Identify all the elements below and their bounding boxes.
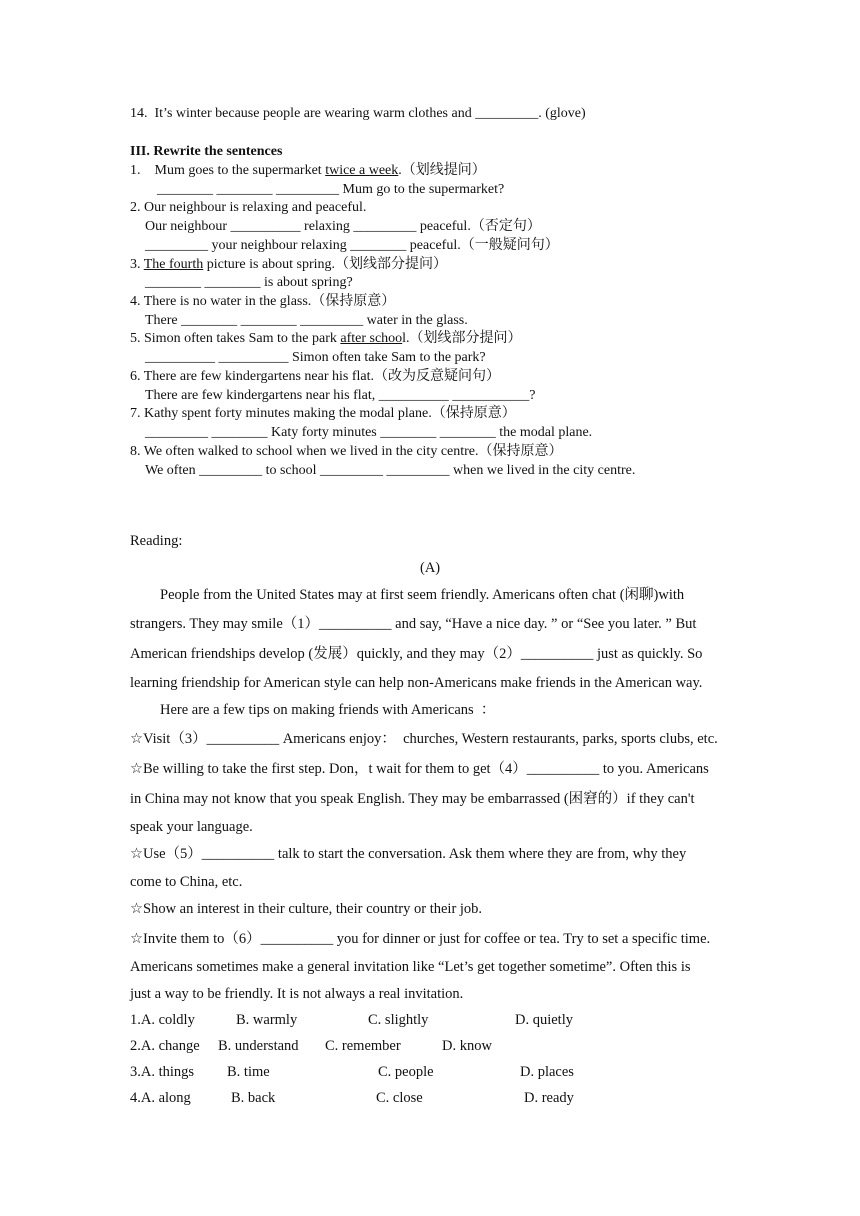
passage-label: (A) — [420, 560, 441, 576]
option-1b: B. warmly — [236, 1012, 298, 1028]
rewrite-1-answer: ________ ________ _________ Mum go to the supermarket? — [157, 182, 505, 197]
option-2b: B. understand — [218, 1038, 299, 1054]
option-1c: C. slightly — [368, 1012, 429, 1028]
rewrite-5-underlined: after schoo — [340, 331, 403, 346]
option-3d: D. places — [520, 1064, 574, 1080]
passage-line: speak your language. — [130, 819, 253, 835]
option-4b: B. back — [231, 1090, 276, 1106]
reading-label: Reading: — [130, 533, 183, 549]
rewrite-2: 2. Our neighbour is relaxing and peaceful. — [130, 200, 367, 215]
rewrite-8-answer: We often _________ to school _________ _________ when we lived in the city centre. — [145, 463, 636, 478]
rewrite-3-text: picture is about spring.（划线部分提问） — [203, 257, 448, 272]
passage-tip: ☆Use（5）__________ talk to start the conversation. Ask them where they are from, why they — [130, 846, 687, 862]
passage-tip: ☆Invite them to（6）__________ you for dinner or just for coffee or tea. Try to set a specific time. — [130, 931, 711, 947]
passage-line: People from the United States may at first seem friendly. Americans often chat (闲聊)with — [160, 587, 685, 603]
option-2d: D. know — [442, 1038, 492, 1054]
rewrite-6: 6. There are few kindergartens near his flat.（改为反意疑问句） — [130, 369, 500, 384]
passage-line: in China may not know that you speak English. They may be embarrassed (困窘的）if they can't — [130, 791, 695, 807]
rewrite-7: 7. Kathy spent forty minutes making the modal plane.（保持原意） — [130, 406, 516, 421]
rewrite-5 — [130, 330, 522, 348]
passage-line: Americans sometimes make a general invitation like “Let’s get together sometime”. Often this is — [130, 959, 691, 975]
question-14: 14. It’s winter because people are wearing warm clothes and _________. (glove) — [130, 106, 586, 121]
option-1d: D. quietly — [515, 1012, 573, 1028]
option-4a: 4.A. along — [130, 1090, 191, 1106]
rewrite-7-answer: _________ ________ Katy forty minutes ________ ________ the modal plane. — [145, 425, 593, 440]
option-4c: C. close — [376, 1090, 423, 1106]
rewrite-5-text: 5. Simon often takes Sam to the park — [130, 331, 341, 346]
rewrite-1-underlined: twice a week — [325, 163, 399, 178]
rewrite-8: 8. We often walked to school when we lived in the city centre.（保持原意） — [130, 444, 563, 459]
rewrite-1 — [130, 162, 486, 180]
passage-line: learning friendship for American style can help non-Americans make friends in the American way. — [130, 675, 703, 691]
option-3a: 3.A. things — [130, 1064, 195, 1080]
passage-line: Here are a few tips on making friends with Americans ： — [160, 702, 496, 718]
rewrite-6-answer: There are few kindergartens near his flat, __________ ___________? — [145, 388, 536, 403]
rewrite-5-answer: __________ __________ Simon often take Sam to the park? — [145, 350, 486, 365]
passage-line: come to China, etc. — [130, 874, 243, 890]
rewrite-1-text: 1. Mum goes to the supermarket — [130, 163, 326, 178]
passage-line: strangers. They may smile（1）__________ and say, “Have a nice day. ” or “See you later. ” But — [130, 616, 697, 632]
option-3c: C. people — [378, 1064, 434, 1080]
rewrite-3-number: 3. — [130, 257, 144, 272]
option-3b: B. time — [227, 1064, 270, 1080]
passage-line: American friendships develop (发展）quickly, and they may（2）__________ just as quickly. So — [130, 646, 703, 662]
passage-tip: ☆Visit（3）__________ Americans enjoy： churches, Western restaurants, parks, sports clubs, etc. — [130, 731, 718, 747]
section-title-rewrite: III. Rewrite the sentences — [130, 144, 283, 159]
rewrite-3 — [130, 256, 447, 274]
rewrite-3-answer: ________ ________ is about spring? — [145, 275, 353, 290]
rewrite-2-answer-b: _________ your neighbour relaxing ________ peaceful.（一般疑问句） — [145, 238, 559, 253]
option-4d: D. ready — [524, 1090, 574, 1106]
rewrite-4: 4. There is no water in the glass.（保持原意） — [130, 294, 396, 309]
rewrite-1-instruction: .（划线提问） — [398, 163, 486, 178]
passage-line: just a way to be friendly. It is not always a real invitation. — [130, 986, 464, 1002]
option-2c: C. remember — [325, 1038, 401, 1054]
option-2a: 2.A. change — [130, 1038, 200, 1054]
option-1a: 1.A. coldly — [130, 1012, 195, 1028]
rewrite-4-answer: There ________ ________ _________ water in the glass. — [145, 313, 468, 328]
passage-tip: ☆Be willing to take the first step. Don，t wait for them to get（4）__________ to you. Americans — [130, 761, 709, 777]
rewrite-5-instruction: l.（划线部分提问） — [402, 331, 522, 346]
passage-tip: ☆Show an interest in their culture, their country or their job. — [130, 901, 483, 917]
rewrite-3-underlined: The fourth — [143, 257, 204, 272]
rewrite-2-answer-a: Our neighbour __________ relaxing _________ peaceful.（否定句） — [145, 219, 541, 234]
